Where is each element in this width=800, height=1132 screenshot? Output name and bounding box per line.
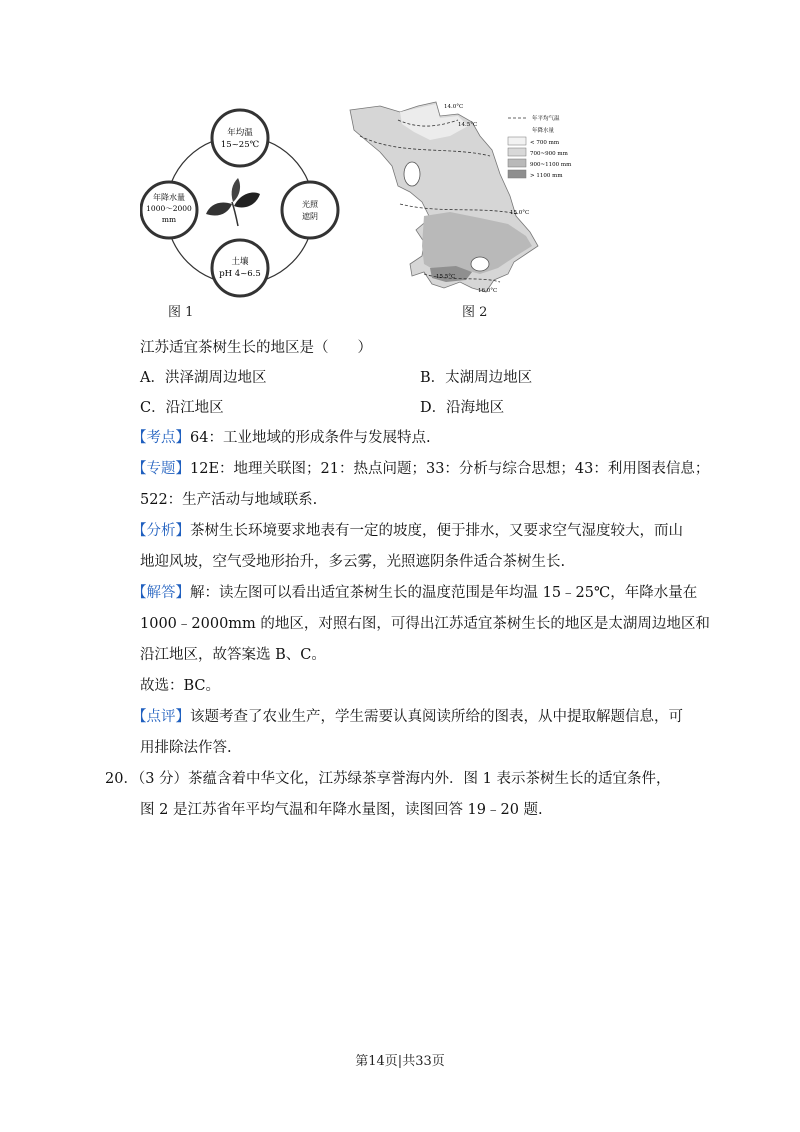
option-b: B．太湖周边地区 — [420, 370, 533, 386]
dianping-text-1: 该题考查了农业生产，学生需要认真阅读所给的图表，从中提取解题信息，可 — [190, 709, 683, 725]
q20-line-1 — [105, 769, 670, 789]
legend-title: 年降水量 — [532, 128, 555, 134]
temp-label: 14.0°C — [444, 104, 464, 110]
option-d: D．沿海地区 — [420, 400, 505, 416]
temperature-range: 15~25℃ — [220, 140, 260, 150]
fenxi-text-1: 茶树生长环境要求地表有一定的坡度，便于排水，又要求空气湿度较大，而山 — [190, 523, 683, 539]
zhuanti-text-2: 522：生产活动与地域联系. — [140, 492, 318, 508]
page-footer: 第14页|共33页 — [355, 1054, 445, 1069]
jieda-line-1 — [132, 583, 697, 603]
legend-item: 700~900 mm — [530, 151, 568, 157]
zhuanti-text-1: 12E：地理关联图；21：热点问题；33：分析与综合思想；43：利用图表信息； — [190, 461, 710, 477]
zhuanti-line-1 — [132, 459, 709, 479]
precipitation-unit: mm — [161, 215, 177, 224]
q20-text-1: （3 分）茶蕴含着中华文化，江苏绿茶享誉海内外．图 1 表示茶树生长的适宜条件， — [137, 771, 671, 787]
legend-item: 900~1100 mm — [530, 162, 572, 168]
option-c: C．沿江地区 — [140, 400, 224, 416]
jieda-tag: 【解答】 — [132, 585, 190, 601]
question-stem: 江苏适宜茶树生长的地区是（ ） — [140, 340, 372, 356]
kaodian-line — [132, 428, 431, 448]
temperature-label: 年均温 — [227, 128, 253, 138]
jieda-text-1: 解：读左图可以看出适宜茶树生长的温度范围是年均温 15﹣25℃，年降水量在 — [190, 585, 698, 601]
legend-swatch — [508, 148, 526, 156]
dianping-text-2: 用排除法作答. — [140, 740, 232, 756]
fenxi-tag: 【分析】 — [132, 523, 190, 539]
jieda-text-2: 1000﹣2000mm 的地区，对照右图，可得出江苏适宜茶树生长的地区是太湖周边地区和 — [140, 616, 710, 632]
figure-2-map — [340, 96, 600, 324]
light-circle — [282, 182, 338, 238]
figure-2-caption: 图 2 — [462, 305, 488, 320]
fenxi-text-2: 地迎风坡，空气受地形抬升，多云雾，光照遮阴条件适合茶树生长. — [140, 554, 566, 570]
temp-label: 16.0°C — [478, 288, 498, 294]
legend-swatch — [508, 170, 526, 178]
legend-swatch — [508, 137, 526, 145]
legend-item: < 700 mm — [530, 140, 560, 146]
jieda-text-3: 沿江地区，故答案选 B、C。 — [140, 647, 326, 663]
answer-text: 故选：BC。 — [140, 678, 221, 694]
hongze-lake — [404, 162, 420, 186]
legend-isotherm: 年平均气温 — [532, 116, 560, 122]
q20-number: 20． — [105, 771, 138, 787]
soil-ph: pH 4~6.5 — [219, 269, 261, 279]
temp-label: 15.5°C — [436, 274, 456, 280]
figure-1-diagram — [140, 108, 346, 320]
light-label: 光照 — [302, 200, 318, 209]
figure-1-caption: 图 1 — [168, 305, 194, 320]
shade-label: 遮阴 — [302, 212, 318, 221]
temp-label: 14.5°C — [458, 122, 478, 128]
fenxi-line-1 — [132, 521, 683, 541]
q20-text-2: 图 2 是江苏省年平均气温和年降水量图，读图回答 19﹣20 题. — [140, 802, 543, 818]
taihu-lake — [471, 257, 489, 271]
temp-label: 15.0°C — [510, 210, 530, 216]
map-legend — [508, 114, 572, 179]
soil-label: 土壤 — [231, 257, 249, 267]
temperature-circle — [212, 110, 268, 166]
kaodian-text: 64：工业地域的形成条件与发展特点. — [190, 430, 431, 446]
tea-leaf-icon — [206, 178, 260, 226]
zhuanti-tag: 【专题】 — [132, 461, 190, 477]
dianping-line-1 — [132, 707, 683, 727]
precipitation-label: 年降水量 — [153, 193, 185, 202]
kaodian-tag: 【考点】 — [132, 430, 190, 446]
soil-circle — [212, 240, 268, 296]
option-a: A．洪泽湖周边地区 — [140, 370, 267, 386]
legend-swatch — [508, 159, 526, 167]
precipitation-range: 1000～2000 — [146, 204, 192, 213]
legend-item: > 1100 mm — [530, 173, 563, 179]
dianping-tag: 【点评】 — [132, 709, 190, 725]
